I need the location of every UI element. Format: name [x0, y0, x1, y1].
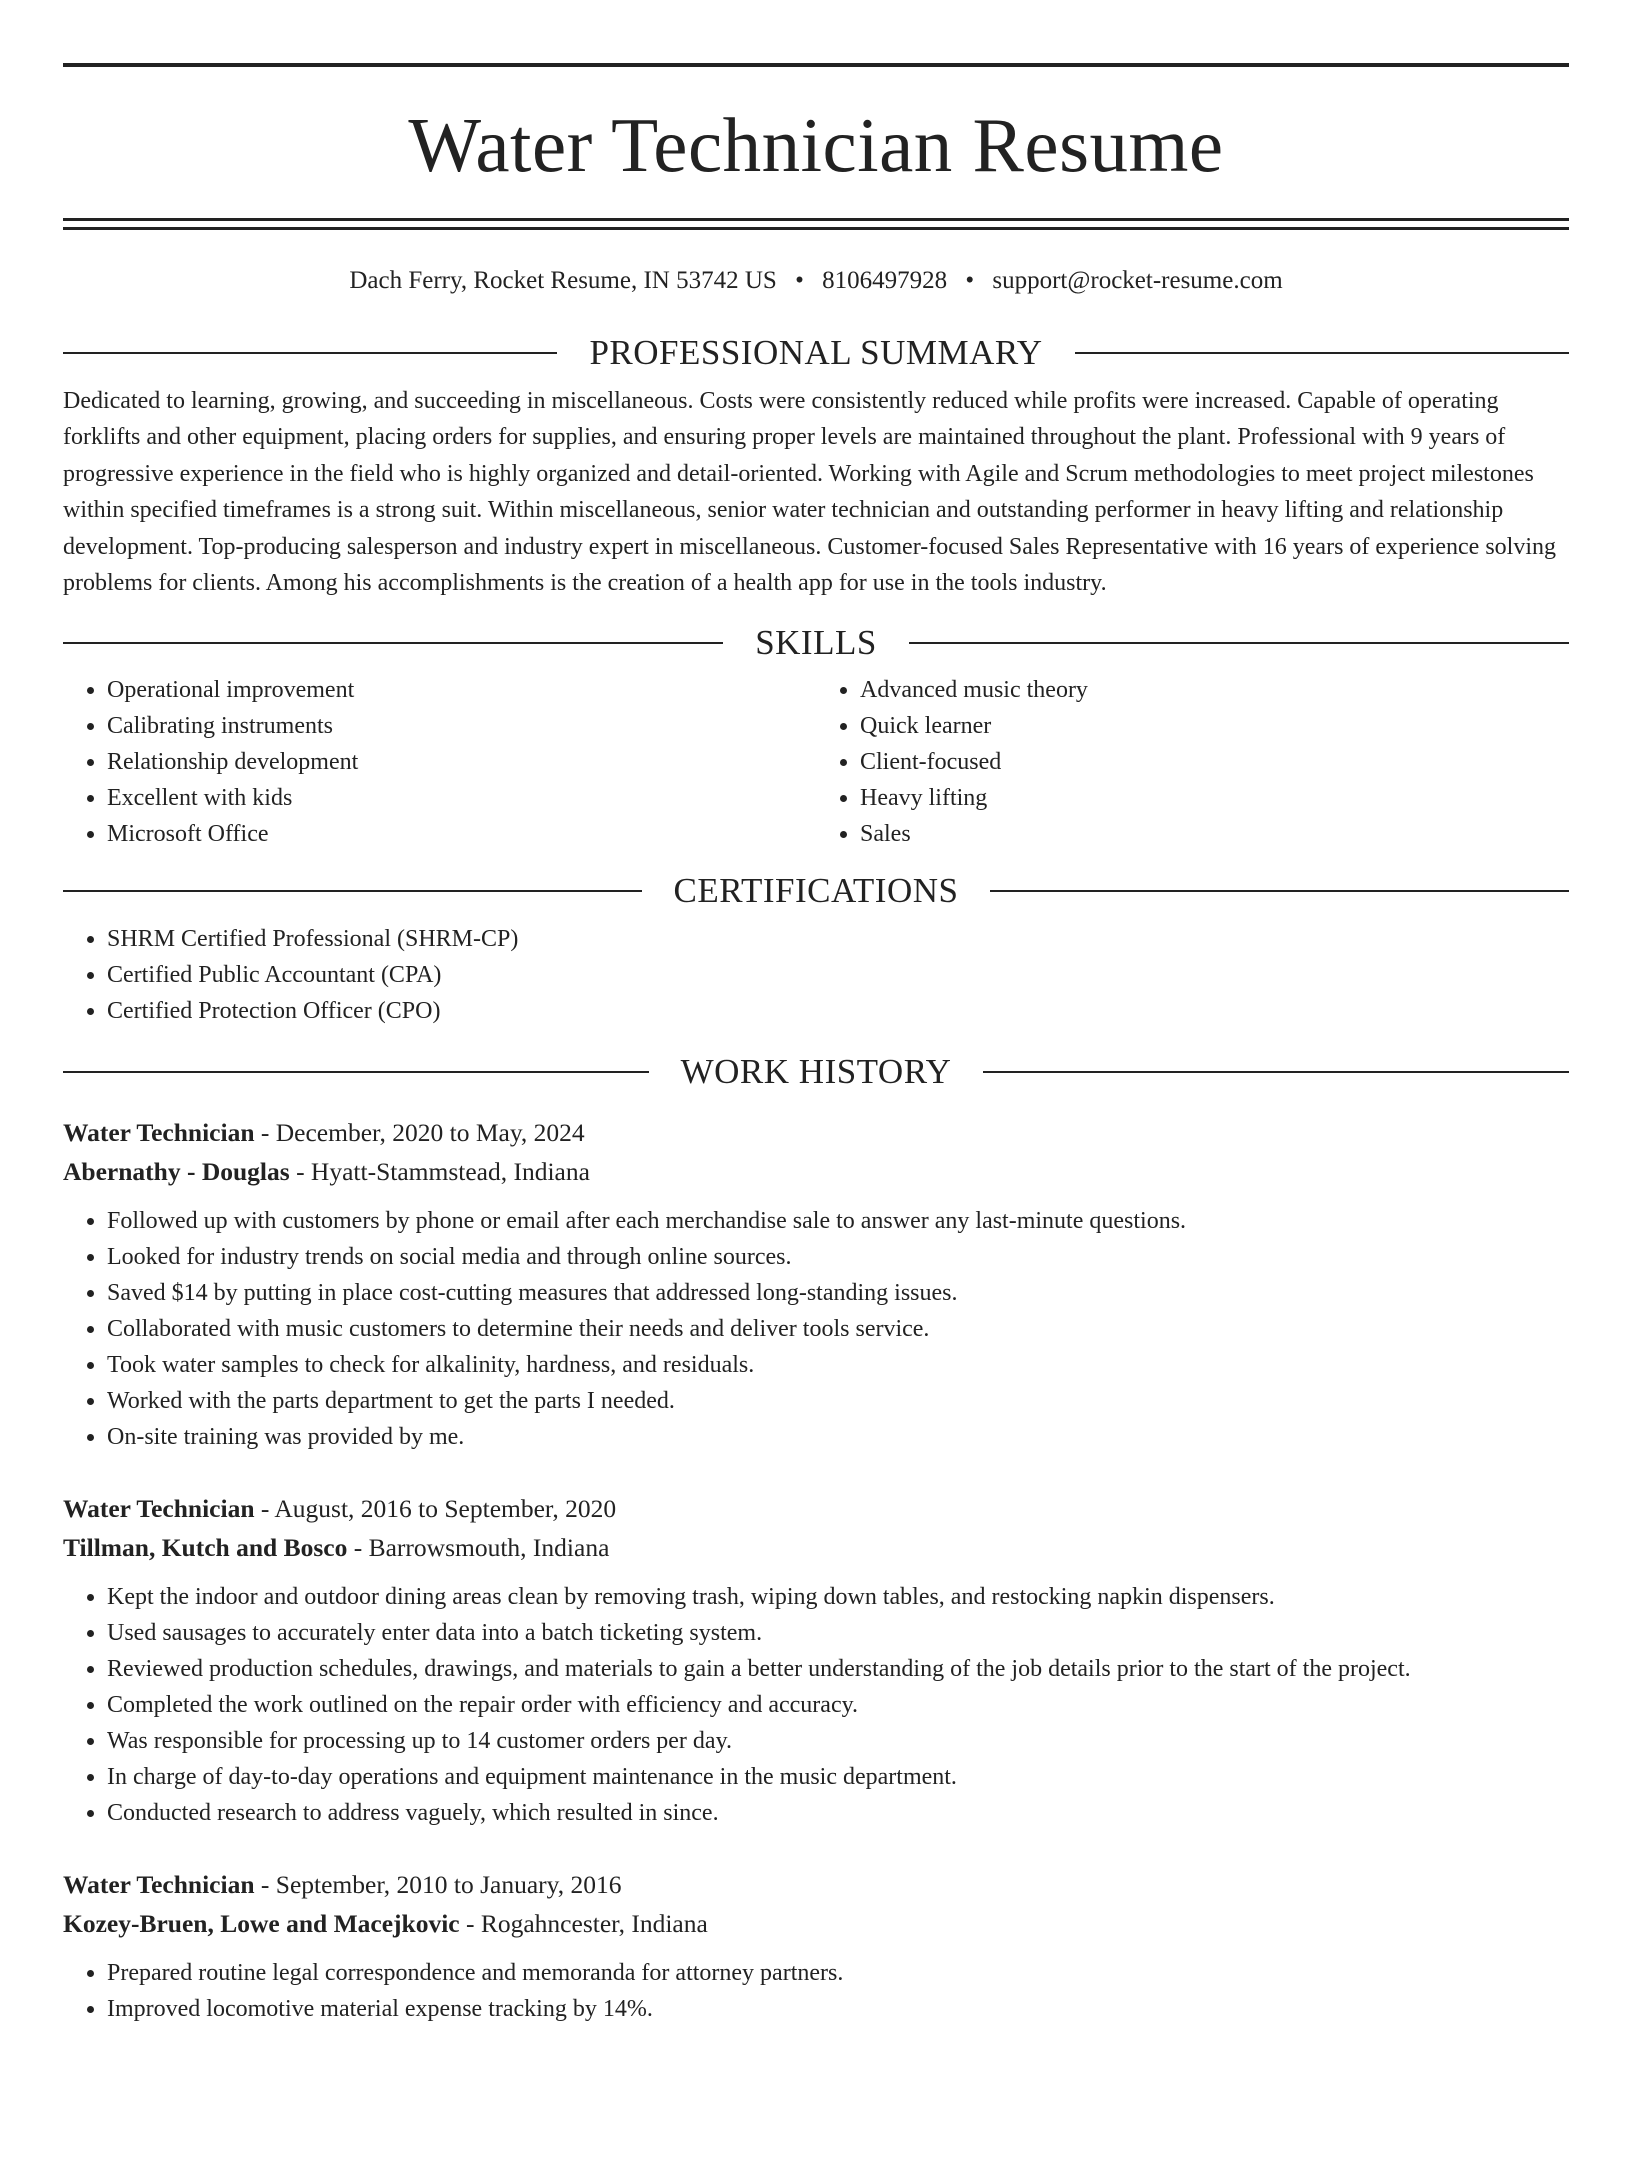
section-rule-right	[909, 642, 1569, 644]
skills-section-header	[63, 624, 1569, 663]
job-bullets	[63, 1579, 1569, 1831]
section-rule-right	[1075, 352, 1569, 354]
job-bullet: • Prepared routine legal correspondence and memoranda for attorney partners.	[107, 1955, 1569, 1991]
contact-line	[63, 266, 1569, 296]
certifications-heading: CERTIFICATIONS	[673, 871, 959, 910]
job-title-line	[63, 1865, 1569, 1904]
job-dates: - December, 2020 to May, 2024	[254, 1118, 585, 1147]
job-bullet: • Collaborated with music customers to determine their needs and deliver tools service.	[107, 1311, 1569, 1347]
job-entry	[63, 1865, 1569, 2027]
work-heading: WORK HISTORY	[680, 1051, 952, 1091]
skill-item: • Quick learner	[860, 708, 1569, 744]
job-bullet: • Kept the indoor and outdoor dining areas clean by removing trash, wiping down tables, and restocking napkin dispensers.	[107, 1579, 1569, 1615]
certifications-section-header	[63, 872, 1569, 911]
job-location: - Barrowsmouth, Indiana	[347, 1533, 610, 1562]
certification-item: • Certified Protection Officer (CPO)	[107, 993, 1569, 1029]
job-dates: - August, 2016 to September, 2020	[254, 1494, 617, 1523]
job-entry	[63, 1113, 1569, 1455]
job-bullet: • Conducted research to address vaguely, which resulted in since.	[107, 1795, 1569, 1831]
summary-section-header	[63, 334, 1569, 373]
summary-heading: PROFESSIONAL SUMMARY	[589, 333, 1043, 372]
job-bullet: • On-site training was provided by me.	[107, 1419, 1569, 1455]
skill-item: • Calibrating instruments	[107, 708, 816, 744]
skill-item: • Microsoft Office	[107, 816, 816, 852]
contact-address: Dach Ferry, Rocket Resume, IN 53742 US	[349, 267, 777, 294]
job-bullet: • Was responsible for processing up to 14 customer orders per day.	[107, 1723, 1569, 1759]
job-bullet: • Took water samples to check for alkalinity, hardness, and residuals.	[107, 1347, 1569, 1383]
certification-item: • SHRM Certified Professional (SHRM-CP)	[107, 921, 1569, 957]
job-bullets	[63, 1955, 1569, 2027]
contact-phone: 8106497928	[822, 267, 948, 294]
contact-email: support@rocket-resume.com	[992, 267, 1283, 294]
job-company: Tillman, Kutch and Bosco	[63, 1533, 348, 1562]
top-divider	[63, 63, 1569, 67]
contact-separator: •	[795, 267, 804, 294]
job-company: Abernathy - Douglas	[63, 1157, 290, 1186]
job-location: - Rogahncester, Indiana	[459, 1909, 708, 1938]
section-rule-left	[63, 1071, 649, 1073]
job-company-line	[63, 1152, 1569, 1191]
job-title-line	[63, 1113, 1569, 1152]
job-bullet: • In charge of day-to-day operations and equipment maintenance in the music department.	[107, 1759, 1569, 1795]
section-rule-right	[990, 890, 1569, 892]
skill-item: • Client-focused	[860, 744, 1569, 780]
job-company: Kozey-Bruen, Lowe and Macejkovic	[63, 1909, 460, 1938]
job-title: Water Technician	[63, 1494, 255, 1523]
section-rule-right	[983, 1071, 1569, 1073]
skill-item: • Excellent with kids	[107, 780, 816, 816]
skills-heading: SKILLS	[755, 622, 877, 662]
job-bullet: • Improved locomotive material expense tracking by 14%.	[107, 1991, 1569, 2027]
section-rule-left	[63, 352, 557, 354]
skill-item: • Heavy lifting	[860, 780, 1569, 816]
job-entry	[63, 1489, 1569, 1831]
job-company-line	[63, 1528, 1569, 1567]
job-bullet: • Completed the work outlined on the repair order with efficiency and accuracy.	[107, 1687, 1569, 1723]
skills-list-left	[63, 672, 816, 852]
job-title-line	[63, 1489, 1569, 1528]
certifications-list	[63, 921, 1569, 1029]
skill-item: • Advanced music theory	[860, 672, 1569, 708]
resume-page	[0, 63, 1632, 2175]
skills-columns	[63, 672, 1569, 852]
certification-item: • Certified Public Accountant (CPA)	[107, 957, 1569, 993]
job-location: - Hyatt-Stammstead, Indiana	[289, 1157, 590, 1186]
job-title: Water Technician	[63, 1870, 255, 1899]
title-double-divider	[63, 218, 1569, 230]
job-bullet: • Followed up with customers by phone or email after each merchandise sale to answer any last-minute questions.	[107, 1203, 1569, 1239]
page-title: Water Technician Resume	[408, 102, 1224, 188]
job-title: Water Technician	[63, 1118, 255, 1147]
job-bullet: • Reviewed production schedules, drawings, and materials to gain a better understanding of the job details prior to the start of the project.	[107, 1651, 1569, 1687]
section-rule-left	[63, 890, 642, 892]
job-bullets	[63, 1203, 1569, 1455]
job-bullet: • Worked with the parts department to get the parts I needed.	[107, 1383, 1569, 1419]
summary-text: Dedicated to learning, growing, and succeeding in miscellaneous. Costs were consistently reduced while profits were increased. Capable of operating forklifts and other equipment, placing orders for supplies, and ensuring proper levels are maintained throughout the plant. Professional with 9 years of progressive experience in the field who is highly organized and detail-oriented. Working with Agile and Scrum methodologies to meet project milestones within specified timeframes is a strong suit. Within miscellaneous, senior water technician and outstanding performer in heavy lifting and relationship development. Top-producing salesperson and industry expert in miscellaneous. Customer-focused Sales Representative with 16 years of experience solving problems for clients. Among his accomplishments is the creation of a health app for use in the tools industry.	[63, 387, 1557, 596]
skill-item: • Relationship development	[107, 744, 816, 780]
job-company-line	[63, 1904, 1569, 1943]
contact-separator: •	[965, 267, 975, 294]
skill-item: • Sales	[860, 816, 1569, 852]
job-dates: - September, 2010 to January, 2016	[254, 1870, 622, 1899]
skills-list-right	[816, 672, 1569, 852]
job-bullet: • Looked for industry trends on social media and through online sources.	[107, 1239, 1569, 1275]
job-bullet: • Used sausages to accurately enter data into a batch ticketing system.	[107, 1615, 1569, 1651]
skill-item: • Operational improvement	[107, 672, 816, 708]
job-bullet: • Saved $14 by putting in place cost-cutting measures that addressed long-standing issues.	[107, 1275, 1569, 1311]
work-section-header	[63, 1053, 1569, 1092]
section-rule-left	[63, 642, 723, 644]
